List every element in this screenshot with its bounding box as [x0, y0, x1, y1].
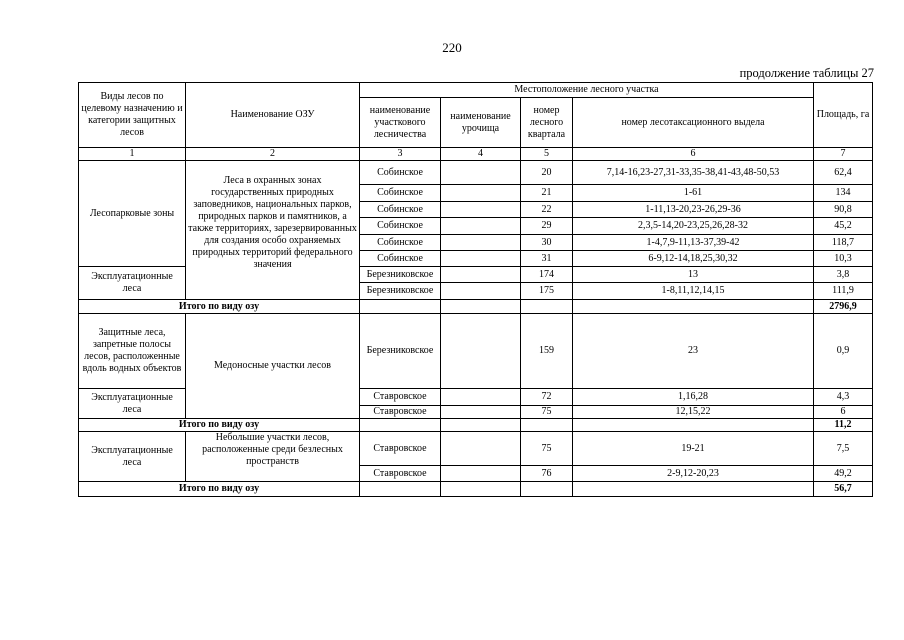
units-cell: 19-21	[573, 432, 814, 466]
total-label: Итого по виду озу	[79, 300, 360, 314]
header-number: 1	[79, 148, 186, 161]
forestry-cell: Ставровское	[360, 406, 441, 419]
header-forest-kind: Виды лесов по целевому назначению и категории защитных лесов	[79, 83, 186, 148]
header-number: 7	[814, 148, 873, 161]
units-cell: 2-9,12-20,23	[573, 466, 814, 482]
forestry-cell: Березниковское	[360, 267, 441, 283]
quarter-cell: 20	[521, 161, 573, 185]
ozu-name-cell: Леса в охранных зонах государственных природных заповедников, национальных парков, природных парков и памятников, а также территориях, зарезервированных для создания особо охраняемых природных территорий федерального значения	[186, 161, 360, 300]
total-empty-cell	[521, 300, 573, 314]
header-forestry: наименование участкового лесничества	[360, 98, 441, 148]
header-tract: наименование урочища	[441, 98, 521, 148]
forest-kind-cell: Эксплуатационные леса	[79, 432, 186, 482]
tract-cell	[441, 406, 521, 419]
total-row	[79, 482, 873, 497]
quarter-cell: 31	[521, 251, 573, 267]
table-continuation-caption: продолжение таблицы 27	[739, 66, 874, 80]
total-empty-cell	[521, 482, 573, 497]
area-cell: 0,9	[814, 314, 873, 389]
forest-kind-cell: Защитные леса, запретные полосы лесов, расположенные вдоль водных объектов	[79, 314, 186, 389]
forestry-cell: Собинское	[360, 218, 441, 235]
forestry-cell: Ставровское	[360, 466, 441, 482]
total-label: Итого по виду озу	[79, 482, 360, 497]
total-area: 11,2	[814, 419, 873, 432]
forest-kind-cell: Эксплуатационные леса	[79, 267, 186, 300]
units-cell: 1-61	[573, 185, 814, 202]
total-empty-cell	[360, 482, 441, 497]
tract-cell	[441, 235, 521, 251]
tract-cell	[441, 185, 521, 202]
area-cell: 10,3	[814, 251, 873, 267]
table-row	[79, 161, 873, 185]
total-empty-cell	[573, 482, 814, 497]
quarter-cell: 75	[521, 406, 573, 419]
area-cell: 49,2	[814, 466, 873, 482]
total-empty-cell	[573, 419, 814, 432]
total-area: 56,7	[814, 482, 873, 497]
forest-kind-cell: Эксплуатационные леса	[79, 389, 186, 419]
tract-cell	[441, 466, 521, 482]
quarter-cell: 76	[521, 466, 573, 482]
table-row	[79, 432, 873, 466]
quarter-cell: 175	[521, 283, 573, 300]
total-empty-cell	[441, 482, 521, 497]
forest-kind-cell: Лесопарковые зоны	[79, 161, 186, 267]
tract-cell	[441, 283, 521, 300]
units-cell: 12,15,22	[573, 406, 814, 419]
area-cell: 45,2	[814, 218, 873, 235]
units-cell: 1-8,11,12,14,15	[573, 283, 814, 300]
ozu-name-cell: Небольшие участки лесов, расположенные среди безлесных пространств	[186, 432, 360, 482]
forestry-cell: Собинское	[360, 185, 441, 202]
total-row	[79, 300, 873, 314]
forestry-cell: Березниковское	[360, 283, 441, 300]
units-cell: 7,14-16,23-27,31-33,35-38,41-43,48-50,53	[573, 161, 814, 185]
tract-cell	[441, 314, 521, 389]
quarter-cell: 174	[521, 267, 573, 283]
quarter-cell: 29	[521, 218, 573, 235]
area-cell: 7,5	[814, 432, 873, 466]
total-area: 2796,9	[814, 300, 873, 314]
quarter-cell: 22	[521, 202, 573, 218]
total-empty-cell	[573, 300, 814, 314]
total-empty-cell	[360, 300, 441, 314]
header-numbers-row	[79, 148, 873, 161]
total-empty-cell	[521, 419, 573, 432]
area-cell: 3,8	[814, 267, 873, 283]
header-number: 4	[441, 148, 521, 161]
page-number: 220	[442, 40, 462, 55]
total-empty-cell	[441, 419, 521, 432]
total-label: Итого по виду озу	[79, 419, 360, 432]
header-location-group: Местоположение лесного участка	[360, 83, 814, 98]
forestry-cell: Ставровское	[360, 389, 441, 406]
total-row	[79, 419, 873, 432]
units-cell: 1,16,28	[573, 389, 814, 406]
forestry-cell: Собинское	[360, 251, 441, 267]
header-number: 2	[186, 148, 360, 161]
units-cell: 13	[573, 267, 814, 283]
area-cell: 118,7	[814, 235, 873, 251]
header-number: 5	[521, 148, 573, 161]
tract-cell	[441, 432, 521, 466]
ozu-name-cell: Медоносные участки лесов	[186, 314, 360, 419]
forest-plots-table	[78, 82, 873, 497]
header-area: Площадь, га	[814, 83, 873, 148]
tract-cell	[441, 267, 521, 283]
forestry-cell: Собинское	[360, 161, 441, 185]
total-empty-cell	[441, 300, 521, 314]
area-cell: 90,8	[814, 202, 873, 218]
header-quarter: номер лесного квартала	[521, 98, 573, 148]
units-cell: 23	[573, 314, 814, 389]
quarter-cell: 159	[521, 314, 573, 389]
units-cell: 1-11,13-20,23-26,29-36	[573, 202, 814, 218]
tract-cell	[441, 218, 521, 235]
units-cell: 1-4,7,9-11,13-37,39-42	[573, 235, 814, 251]
tract-cell	[441, 202, 521, 218]
forestry-cell: Ставровское	[360, 432, 441, 466]
forestry-cell: Собинское	[360, 202, 441, 218]
header-units: номер лесотаксационного выдела	[573, 98, 814, 148]
table-row	[79, 314, 873, 389]
total-empty-cell	[360, 419, 441, 432]
quarter-cell: 21	[521, 185, 573, 202]
forestry-cell: Собинское	[360, 235, 441, 251]
forestry-cell: Березниковское	[360, 314, 441, 389]
tract-cell	[441, 161, 521, 185]
units-cell: 6-9,12-14,18,25,30,32	[573, 251, 814, 267]
quarter-cell: 75	[521, 432, 573, 466]
area-cell: 134	[814, 185, 873, 202]
header-number: 6	[573, 148, 814, 161]
units-cell: 2,3,5-14,20-23,25,26,28-32	[573, 218, 814, 235]
area-cell: 6	[814, 406, 873, 419]
area-cell: 4,3	[814, 389, 873, 406]
tract-cell	[441, 389, 521, 406]
area-cell: 62,4	[814, 161, 873, 185]
quarter-cell: 30	[521, 235, 573, 251]
area-cell: 111,9	[814, 283, 873, 300]
header-ozu-name: Наименование ОЗУ	[186, 83, 360, 148]
quarter-cell: 72	[521, 389, 573, 406]
tract-cell	[441, 251, 521, 267]
header-number: 3	[360, 148, 441, 161]
